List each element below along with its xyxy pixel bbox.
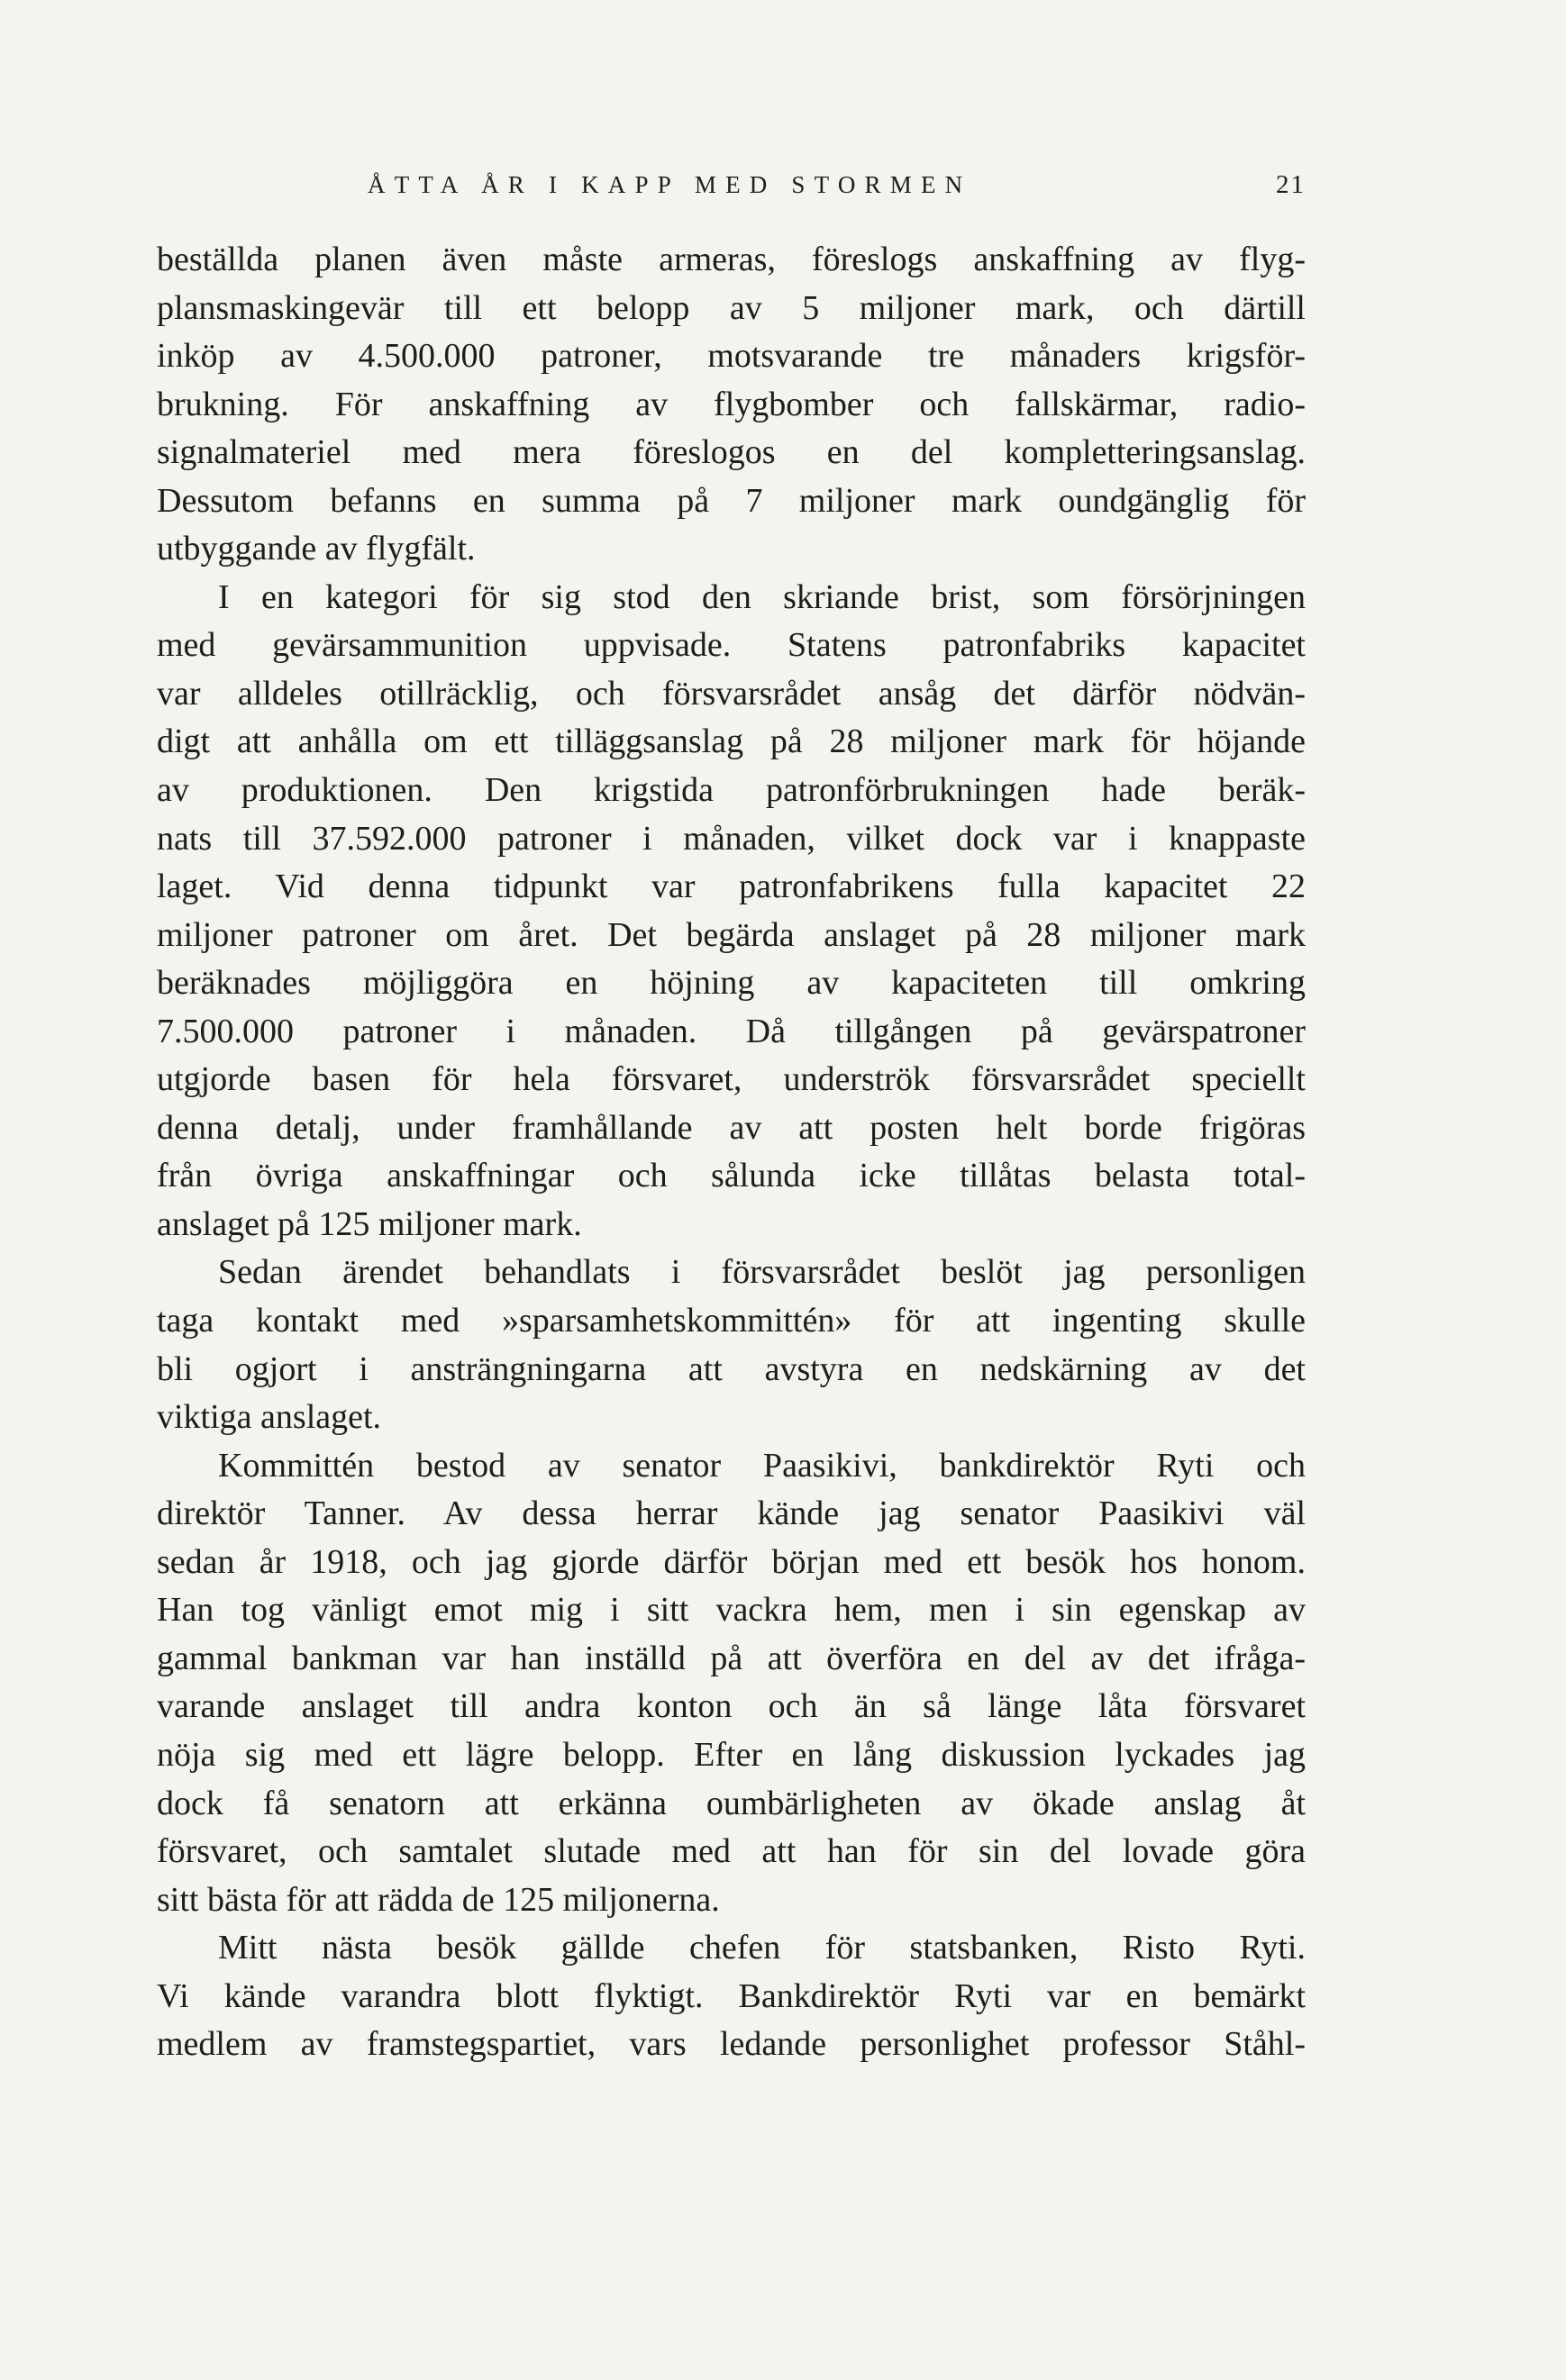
text-line: inköp av 4.500.000 patroner, motsvarande tre månaders krigsför-	[157, 337, 1306, 376]
body-text	[157, 236, 1306, 2069]
text-line: försvaret, och samtalet slutade med att han för sin del lovade göra	[157, 1832, 1306, 1871]
text-line: beräknades möjliggöra en höjning av kapaciteten till omkring	[157, 964, 1306, 1003]
text-line: varande anslaget till andra konton och än så länge låta försvaret	[157, 1687, 1306, 1726]
text-line: taga kontakt med »sparsamhetskommittén» för att ingenting skulle	[157, 1302, 1306, 1340]
text-line: 7.500.000 patroner i månaden. Då tillgången på gevärspatroner	[157, 1012, 1306, 1050]
text-line: digt att anhålla om ett tilläggsanslag på 28 miljoner mark för höjande	[157, 722, 1306, 761]
text-line: var alldeles otillräcklig, och försvarsrådet ansåg det därför nödvän-	[157, 674, 1306, 713]
text-line: beställda planen även måste armeras, föreslogs anskaffning av flyg-	[157, 241, 1306, 278]
text-line: Dessutom befanns en summa på 7 miljoner mark oundgänglig för	[157, 481, 1306, 520]
running-title: ÅTTA ÅR I KAPP MED STORMEN	[368, 171, 972, 198]
text-line: brukning. För anskaffning av flygbomber och fallskärmar, radio-	[157, 385, 1306, 423]
text-line: från övriga anskaffningar och sålunda icke tillåtas belasta total-	[157, 1157, 1306, 1195]
text-line: miljoner patroner om året. Det begärda anslaget på 28 miljoner mark	[157, 915, 1306, 954]
text-line: av produktionen. Den krigstida patronförbrukningen hade beräk-	[157, 771, 1306, 810]
text-line: Vi kände varandra blott flyktigt. Bankdirektör Ryti var en bemärkt	[157, 1976, 1306, 2015]
text-line: sedan år 1918, och jag gjorde därför början med ett besök hos honom.	[157, 1542, 1306, 1581]
paragraph-start-line: I en kategori för sig stod den skriande brist, som försörjningen	[218, 577, 1306, 616]
paragraph-start-line: Sedan ärendet behandlats i försvarsrådet beslöt jag personligen	[218, 1253, 1306, 1292]
text-line: direktör Tanner. Av dessa herrar kände jag senator Paasikivi väl	[157, 1494, 1306, 1533]
text-line: utgjorde basen för hela försvaret, underströk försvarsrådet speciellt	[157, 1060, 1306, 1099]
text-line: bli ogjort i ansträngningarna att avstyra en nedskärning av det	[157, 1349, 1306, 1388]
text-line: Han tog vänligt emot mig i sitt vackra hem, men i sin egenskap av	[157, 1591, 1306, 1630]
text-line: utbyggande av flygfält.	[157, 530, 476, 568]
text-line: dock få senatorn att erkänna oumbärligheten av ökade anslag åt	[157, 1784, 1306, 1822]
text-line: medlem av framstegspartiet, vars ledande personlighet professor Ståhl-	[157, 2025, 1306, 2064]
text-line: gammal bankman var han inställd på att överföra en del av det ifråga-	[157, 1639, 1306, 1677]
text-line: nats till 37.592.000 patroner i månaden, vilket dock var i knappaste	[157, 819, 1306, 858]
page-number: 21	[1276, 170, 1306, 199]
text-line: viktiga anslaget.	[157, 1398, 382, 1437]
page-header	[157, 162, 1306, 207]
text-line: sitt bästa för att rädda de 125 miljonerna.	[157, 1880, 720, 1919]
text-line: denna detalj, under framhållande av att posten helt borde frigöras	[157, 1108, 1306, 1147]
paragraph-start-line: Kommittén bestod av senator Paasikivi, bankdirektör Ryti och	[218, 1446, 1306, 1485]
paragraph-start-line: Mitt nästa besök gällde chefen för statsbanken, Risto Ryti.	[218, 1929, 1306, 1967]
text-line: med gevärsammunition uppvisade. Statens patronfabriks kapacitet	[157, 626, 1306, 665]
text-line: anslaget på 125 miljoner mark.	[157, 1204, 582, 1243]
text-line: laget. Vid denna tidpunkt var patronfabrikens fulla kapacitet 22	[157, 868, 1306, 906]
text-line: plansmaskingevär till ett belopp av 5 miljoner mark, och därtill	[157, 288, 1306, 327]
text-line: nöja sig med ett lägre belopp. Efter en lång diskussion lyckades jag	[157, 1735, 1306, 1774]
text-line: signalmateriel med mera föreslogos en del kompletteringsanslag.	[157, 433, 1306, 472]
